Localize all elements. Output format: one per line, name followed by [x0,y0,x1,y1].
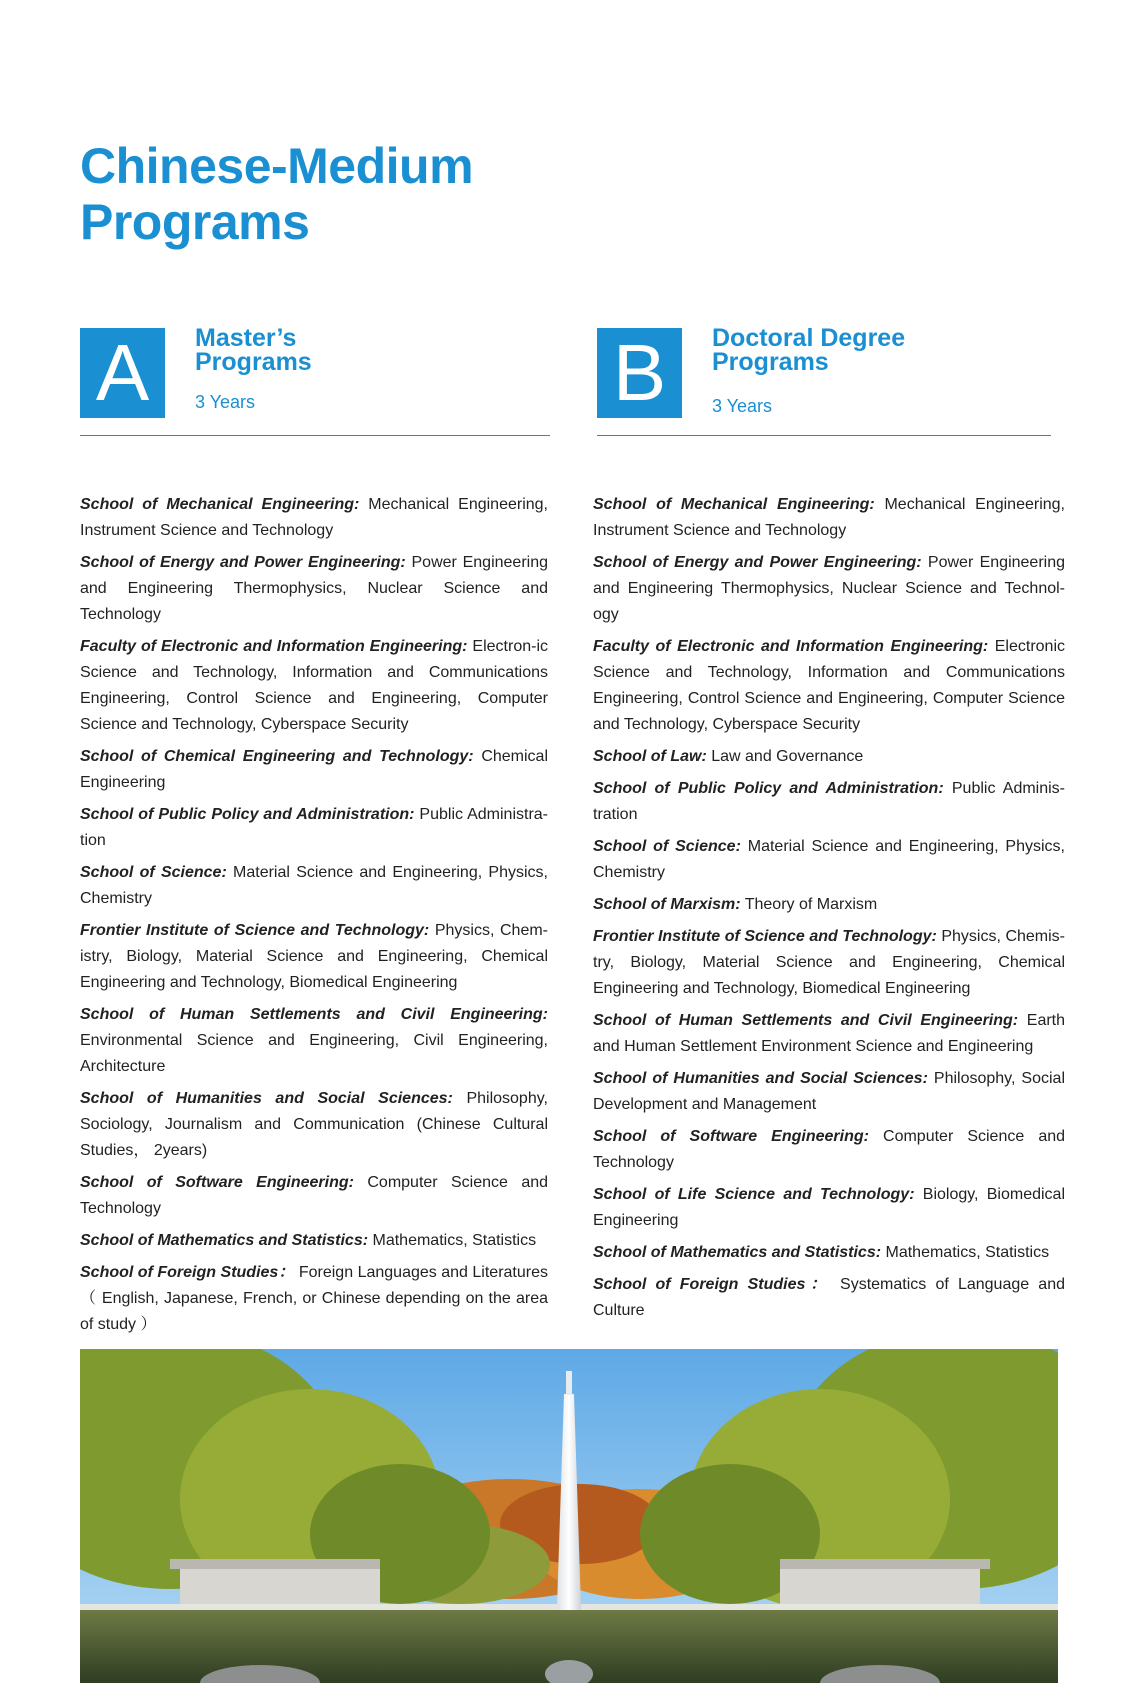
program-entry [593,776,1065,828]
program-entry [80,634,548,738]
program-entry [80,550,548,628]
program-names: Law and Governance [706,748,864,765]
program-names: Systematics of Language and Culture [593,1276,1066,1319]
school-name: School of Energy and Power Engineering: [593,554,922,571]
school-name: School of Science: [80,864,227,881]
program-names: Material Science and Engineering, Physics, Chemistry [80,864,548,907]
school-name: School of Life Science and Technology: [593,1186,915,1203]
school-name: School of Mathematics and Statistics: [593,1244,882,1261]
program-names: Electronic Science and Technology, Information and Communications Engineering, Control Science and Engineering, Computer Science and Technology, Cyberspace Security [593,638,1065,733]
program-names: Computer Science and Technology [80,1174,549,1217]
school-name: School of Energy and Power Engineering: [80,554,406,571]
program-names: Foreign Languages and Literatures（ English, Japanese, French, or Chinese depending on the area of study ） [80,1264,548,1333]
school-name: School of Mathematics and Statistics: [80,1232,369,1249]
school-name: School of Law: [593,748,707,765]
section-letter-a: A [80,328,165,418]
school-name: Frontier Institute of Science and Technology: [80,922,430,939]
school-name: School of Humanities and Social Sciences: [80,1090,453,1107]
section-letter-b: B [597,328,682,418]
doctoral-program-list [593,492,1065,1330]
page-title [80,138,473,250]
program-names: Environmental Science and Engineering, Civil Engineering, Architecture [80,1032,548,1075]
program-names: Mathematics, Statistics [368,1232,537,1249]
program-names: Earth and Human Settlement Environment Science and Engineering [593,1012,1066,1055]
program-names: Theory of Marxism [740,896,878,913]
masters-section-header [80,324,550,436]
program-entry [80,1228,548,1254]
program-names: Power Engineering and Engineering Thermophysics, Nuclear Science and Technol-ogy [593,554,1066,623]
school-name: Frontier Institute of Science and Technology: [593,928,937,945]
masters-title-line2: Programs [195,348,312,376]
school-name: School of Humanities and Social Sciences: [593,1070,928,1087]
program-entry [80,1260,548,1338]
program-entry [80,860,548,912]
school-name: School of Mechanical Engineering: [80,496,360,513]
page-title-line2: Programs [80,194,310,250]
program-names: Power Engineering and Engineering Thermophysics, Nuclear Science and Technology [80,554,549,623]
school-name: School of Human Settlements and Civil Engineering: [80,1006,548,1023]
program-entry [593,634,1065,738]
program-entry [593,834,1065,886]
doctoral-duration: 3 Years [712,396,773,416]
program-names: Material Science and Engineering, Physics, Chemistry [593,838,1066,881]
doctoral-section-title [712,326,905,374]
doctoral-title-line1: Doctoral Degree [712,324,906,352]
program-entry [593,1240,1065,1266]
program-entry [593,550,1065,628]
school-name: School of Foreign Studies： [80,1264,295,1281]
program-names: Public Administra-tion [80,806,548,849]
program-names: Physics, Chemis-try, Biology, Material Science and Engineering, Chemical Engineering and Technology, Biomedical Engineering [593,928,1066,997]
program-names: Mechanical Engineering, Instrument Science and Technology [593,496,1066,539]
school-name: School of Science: [593,838,741,855]
doctoral-title-line2: Programs [712,348,829,376]
program-names: Mechanical Engineering, Instrument Science and Technology [80,496,548,539]
program-names: Physics, Chem-istry, Biology, Material Science and Engineering, Chemical Engineering and Technology, Biomedical Engineering [80,922,548,991]
program-names: Mathematics, Statistics [881,1244,1050,1261]
program-names: Philosophy, Sociology, Journalism and Communication (Chinese Cultural Studies， 2years) [80,1090,548,1159]
program-entry [80,744,548,796]
program-entry [593,892,1065,918]
program-entry [80,1086,548,1164]
program-entry [593,924,1065,1002]
program-entry [593,1182,1065,1234]
doctoral-divider [597,435,1051,436]
school-name: School of Public Policy and Administration: [593,780,944,797]
program-names: Chemical Engineering [80,748,548,791]
masters-title-line1: Master’s [195,324,297,352]
program-entry [593,1008,1065,1060]
page-title-line1: Chinese-Medium [80,138,474,194]
school-name: School of Foreign Studies： [593,1276,831,1293]
program-entry [593,1272,1065,1324]
program-entry [80,1002,548,1080]
masters-duration: 3 Years [195,392,256,412]
program-entry [80,492,548,544]
program-entry [80,802,548,854]
program-names: Computer Science and Technology [593,1128,1066,1171]
program-names: Public Adminis-tration [593,780,1066,823]
program-names: Philosophy, Social Development and Management [593,1070,1066,1113]
program-entry [593,1124,1065,1176]
school-name: School of Mechanical Engineering: [593,496,875,513]
masters-divider [80,435,550,436]
school-name: School of Software Engineering: [593,1128,869,1145]
program-names: Electron-ic Science and Technology, Information and Communications Engineering, Control Science and Engineering, Computer Science and Technology, Cyberspace Security [80,638,548,733]
program-entry [593,744,1065,770]
program-entry [593,1066,1065,1118]
campus-photo [80,1349,1058,1683]
program-names: Biology, Biomedical Engineering [593,1186,1065,1229]
program-entry [80,1170,548,1222]
school-name: Faculty of Electronic and Information Engineering: [593,638,989,655]
program-entry [593,492,1065,544]
school-name: School of Chemical Engineering and Technology: [80,748,474,765]
school-name: Faculty of Electronic and Information Engineering: [80,638,468,655]
masters-section-title [195,326,312,374]
school-name: School of Marxism: [593,896,741,913]
school-name: School of Public Policy and Administration: [80,806,415,823]
masters-program-list [80,492,548,1344]
school-name: School of Software Engineering: [80,1174,354,1191]
program-entry [80,918,548,996]
doctoral-section-header [597,324,1051,436]
school-name: School of Human Settlements and Civil Engineering: [593,1012,1019,1029]
